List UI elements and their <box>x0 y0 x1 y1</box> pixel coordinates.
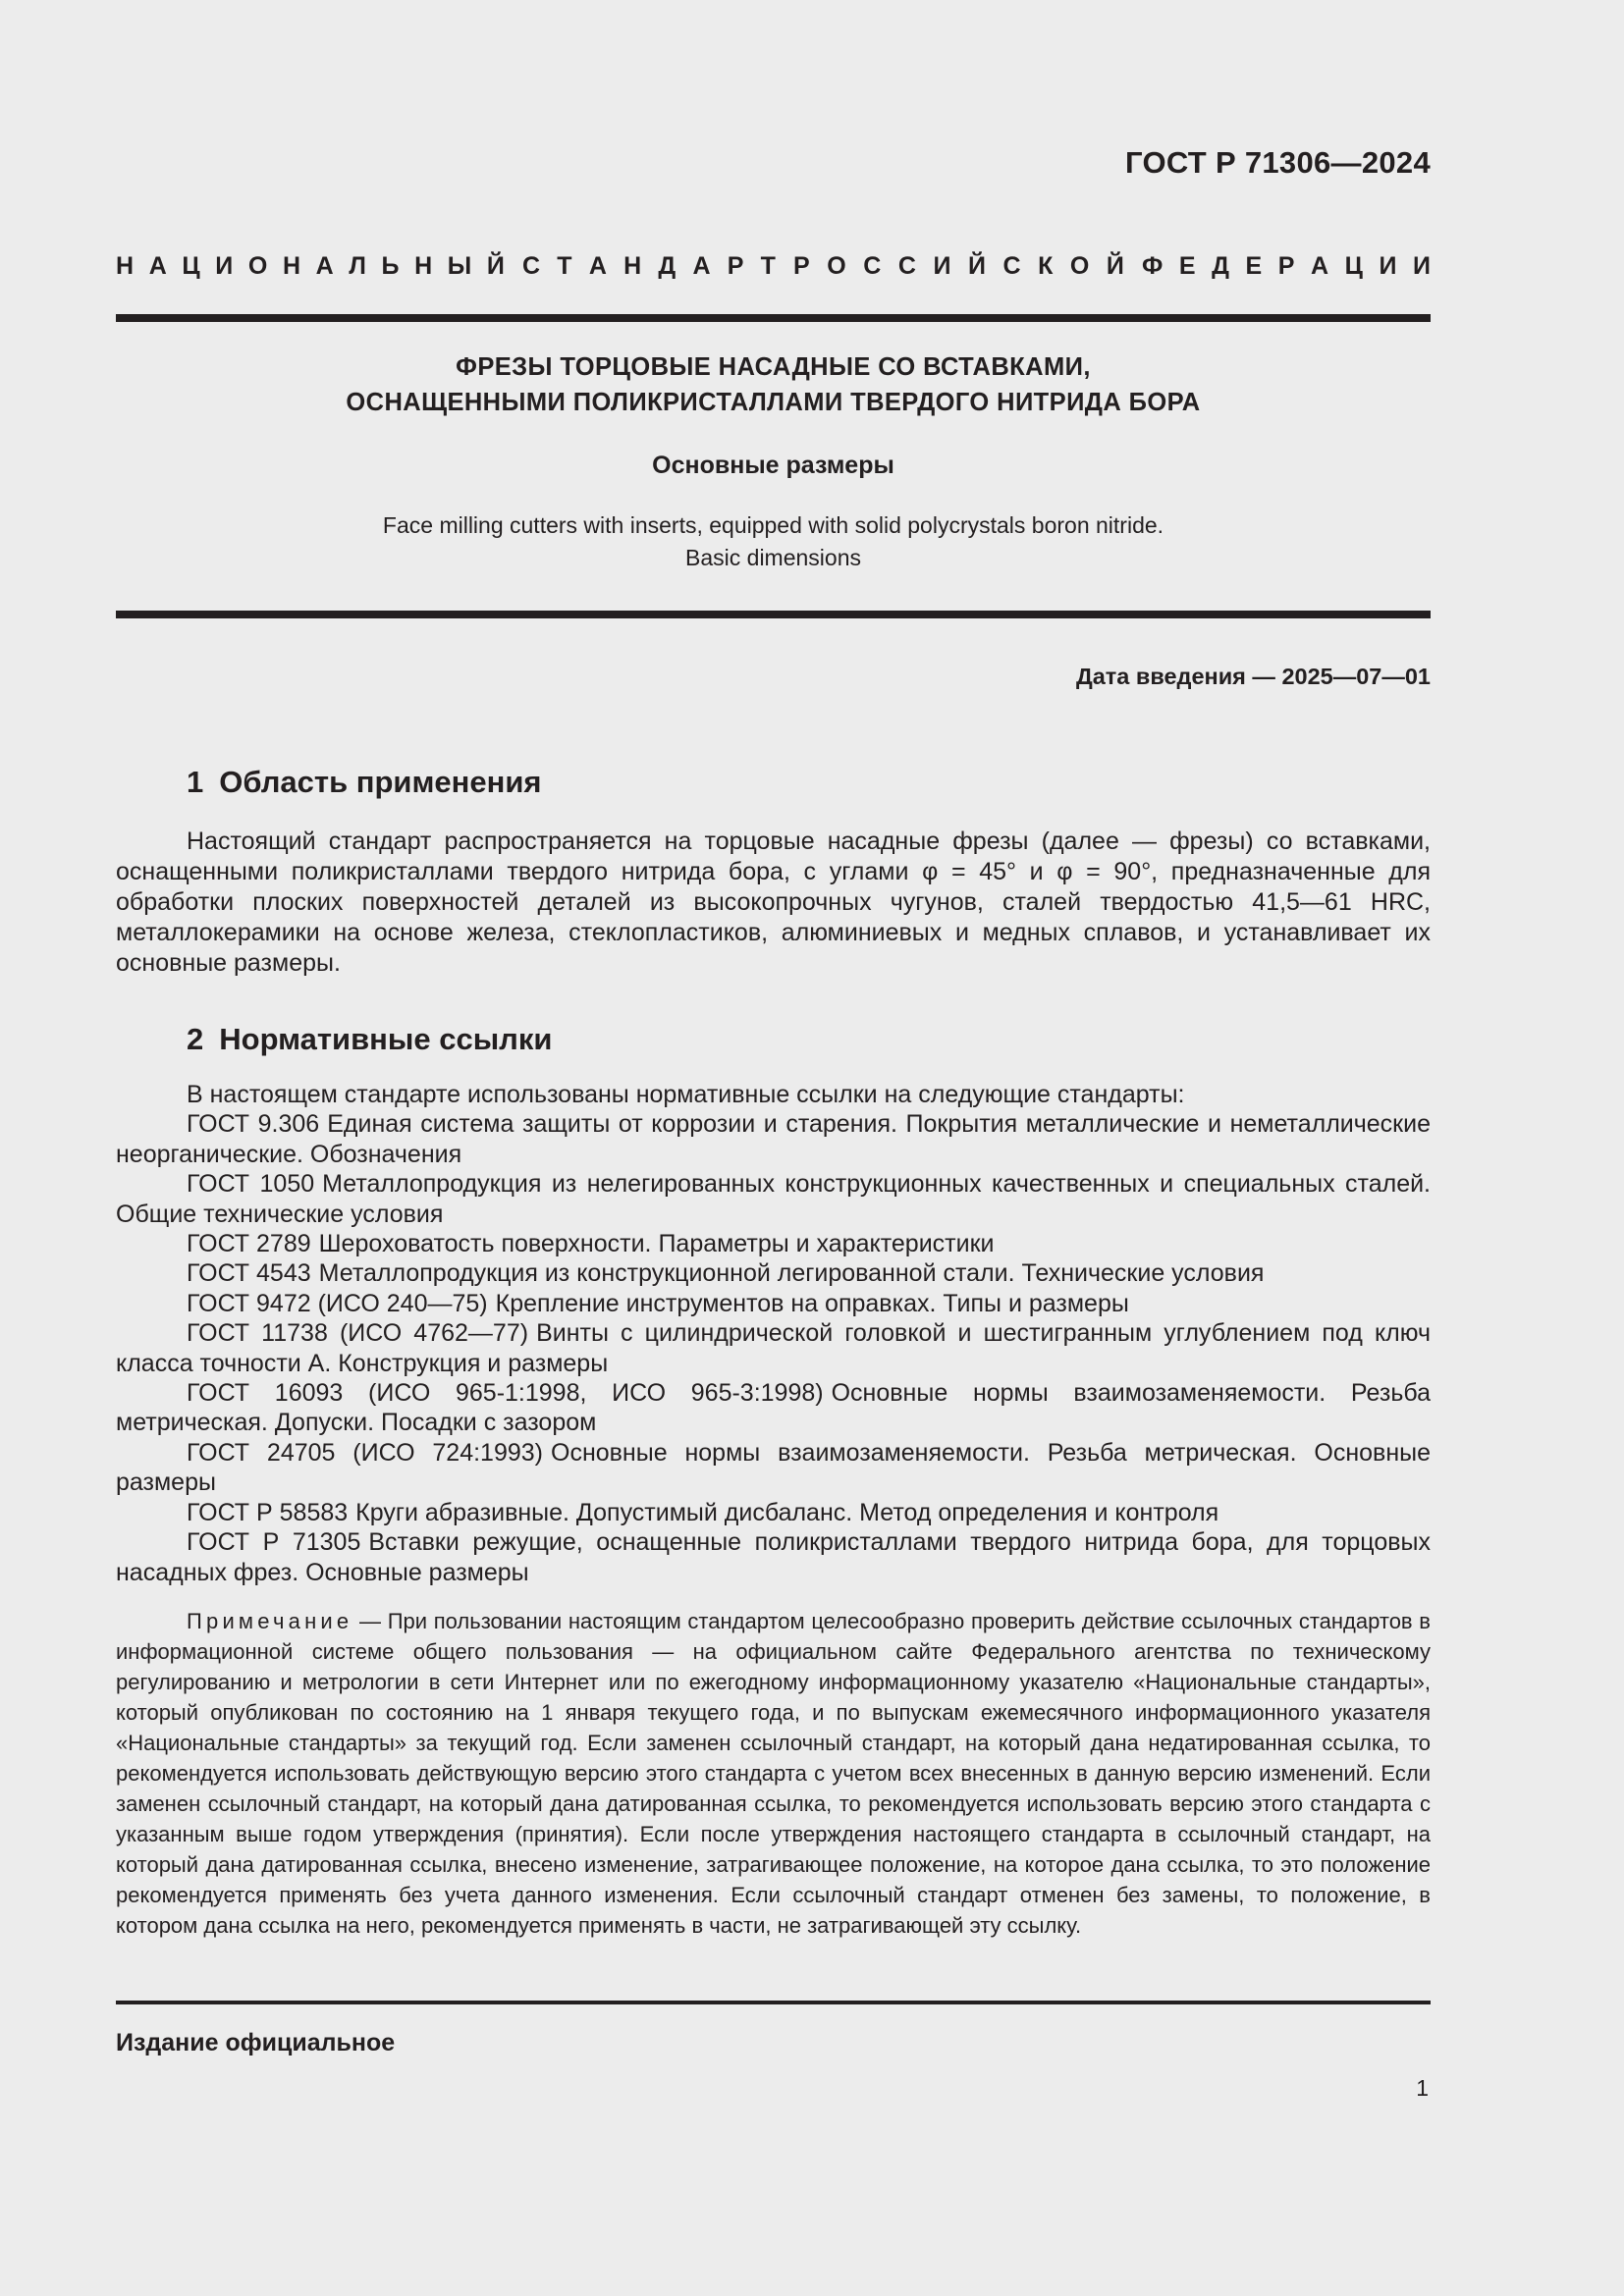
section-2-title: Нормативные ссылки <box>219 1022 553 1056</box>
note <box>116 1606 1431 1941</box>
reference-item <box>116 1498 1431 1527</box>
reference-title: Основные нормы взаимозаменяемости. Резьба метрическая. Допуски. Посадки с зазором <box>116 1379 1432 1437</box>
section-1-title: Область применения <box>219 765 542 799</box>
title-ru <box>116 349 1431 420</box>
reference-code: ГОСТ Р 71305 <box>187 1528 361 1557</box>
subtitle: Основные размеры <box>652 452 894 479</box>
reference-title: Винты с цилиндрической головкой и шестигранным углублением под ключ класса точности А. Конструкция и размеры <box>116 1319 1431 1377</box>
note-label: Примечание <box>187 1609 353 1633</box>
reference-code: ГОСТ 9.306 <box>187 1110 320 1139</box>
references-list <box>116 1080 1431 1587</box>
national-standard-heading <box>116 252 1431 281</box>
reference-title: Единая система защиты от коррозии и старения. Покрытия металлические и неметаллические неорганические. Обозначения <box>116 1110 1431 1168</box>
title-ru-line-2: ОСНАЩЕННЫМИ ПОЛИКРИСТАЛЛАМИ ТВЕРДОГО НИТРИДА БОРА <box>346 389 1201 416</box>
document-code: ГОСТ Р 71306—2024 <box>1125 145 1431 180</box>
reference-code: ГОСТ 9472 (ИСО 240—75) <box>187 1289 488 1317</box>
official-edition-label: Издание официальное <box>116 2029 396 2056</box>
title-ru-line-1: ФРЕЗЫ ТОРЦОВЫЕ НАСАДНЫЕ СО ВСТАВКАМИ, <box>456 353 1091 381</box>
reference-title: Металлопродукция из нелегированных конструкционных качественных и специальных сталей. Общие технические условия <box>116 1170 1432 1228</box>
reference-title: Крепление инструментов на оправках. Типы и размеры <box>495 1289 1129 1317</box>
reference-item <box>116 1378 1431 1438</box>
reference-code: ГОСТ 24705 (ИСО 724:1993) <box>187 1438 543 1467</box>
reference-code: ГОСТ 11738 (ИСО 4762—77) <box>187 1319 529 1348</box>
divider-footer <box>116 2001 1431 2004</box>
reference-item <box>116 1229 1431 1258</box>
title-block <box>116 349 1431 574</box>
divider-title-bottom <box>116 611 1431 618</box>
reference-code: ГОСТ Р 58583 <box>187 1498 349 1526</box>
reference-item <box>116 1258 1431 1288</box>
national-word-2: С Т А Н Д А Р Т <box>522 252 776 280</box>
reference-item <box>116 1438 1431 1498</box>
reference-item <box>116 1527 1431 1587</box>
title-en-line-2: Basic dimensions <box>685 545 861 570</box>
page-number: 1 <box>1416 2075 1429 2101</box>
title-en-line-1: Face milling cutters with inserts, equipped with solid polycrystals boron nitride. <box>382 512 1164 538</box>
section-2-number: 2 <box>187 1022 204 1056</box>
reference-code: ГОСТ 2789 <box>187 1230 311 1258</box>
reference-code: ГОСТ 4543 <box>187 1259 311 1288</box>
section-1-heading <box>187 765 542 800</box>
reference-item <box>116 1289 1431 1318</box>
note-text: — При пользовании настоящим стандартом целесообразно проверить действие ссылочных стандартов в информационной системе общего пользования — на официальном сайте Федерального агентства по техническому регулированию и метрологии в сети Интернет или по ежегодному информационному указателю «Национальные стандарты», который опубликован по состоянию на 1 января текущего года, и по выпускам ежемесячного информационного указателя «Национальные стандарты» за текущий год. Если заменен ссылочный стандарт, на который дана недатированная ссылка, то рекомендуется использовать действующую версию этого стандарта с учетом всех внесенных в данную версию изменений. Если заменен ссылочный стандарт, на который дана датированная ссылка, то рекомендуется использовать версию этого стандарта с указанным выше годом утверждения (принятия). Если после утверждения настоящего стандарта в ссылочный стандарт, на который дана датированная ссылка, внесено изменение, затрагивающее положение, на которое дана ссылка, то это положение рекомендуется применять без учета данного изменения. Если ссылочный стандарт отменен без замены, то положение, в котором дана ссылка на него, рекомендуется применять в части, не затрагивающей эту ссылку. <box>116 1609 1431 1938</box>
section-1-text: Настоящий стандарт распространяется на торцовые насадные фрезы (далее — фрезы) со вставками, оснащенными поликристаллами твердого нитрида бора, с углами φ = 45° и φ = 90°, предназначенные для обработки плоских поверхностей деталей из высокопрочных чугунов, сталей твердостью 41,5—61 HRC, металлокерамики на основе железа, стеклопластиков, алюминиевых и медных сплавов, и устанавливает их основные размеры. <box>116 828 1431 977</box>
reference-code: ГОСТ 1050 <box>187 1170 315 1199</box>
reference-title: Вставки режущие, оснащенные поликристаллами твердого нитрида бора, для торцовых насадных фрез. Основные размеры <box>116 1528 1431 1586</box>
reference-item <box>116 1318 1431 1378</box>
references-intro: В настоящем стандарте использованы нормативные ссылки на следующие стандарты: <box>187 1081 1185 1108</box>
reference-code: ГОСТ 16093 (ИСО 965-1:1998, ИСО 965-3:1998) <box>187 1379 824 1408</box>
introduction-date: Дата введения — 2025—07—01 <box>1075 664 1431 689</box>
reference-title: Основные нормы взаимозаменяемости. Резьба метрическая. Основные размеры <box>116 1438 1432 1497</box>
reference-title: Круги абразивные. Допустимый дисбаланс. Метод определения и контроля <box>355 1498 1219 1526</box>
reference-item <box>116 1169 1431 1229</box>
title-en <box>116 509 1431 574</box>
reference-title: Шероховатость поверхности. Параметры и характеристики <box>318 1230 995 1258</box>
reference-item <box>116 1109 1431 1169</box>
section-2-heading <box>187 1022 552 1057</box>
divider-top <box>116 314 1431 322</box>
reference-title: Металлопродукция из конструкционной легированной стали. Технические условия <box>318 1259 1265 1288</box>
national-word-3: Р О С С И Й С К О Й <box>793 252 1124 280</box>
national-word-1: Н А Ц И О Н А Л Ь Н Ы Й <box>116 252 505 280</box>
national-word-4: Ф Е Д Е Р А Ц И И <box>1142 252 1431 280</box>
section-1-number: 1 <box>187 765 204 799</box>
